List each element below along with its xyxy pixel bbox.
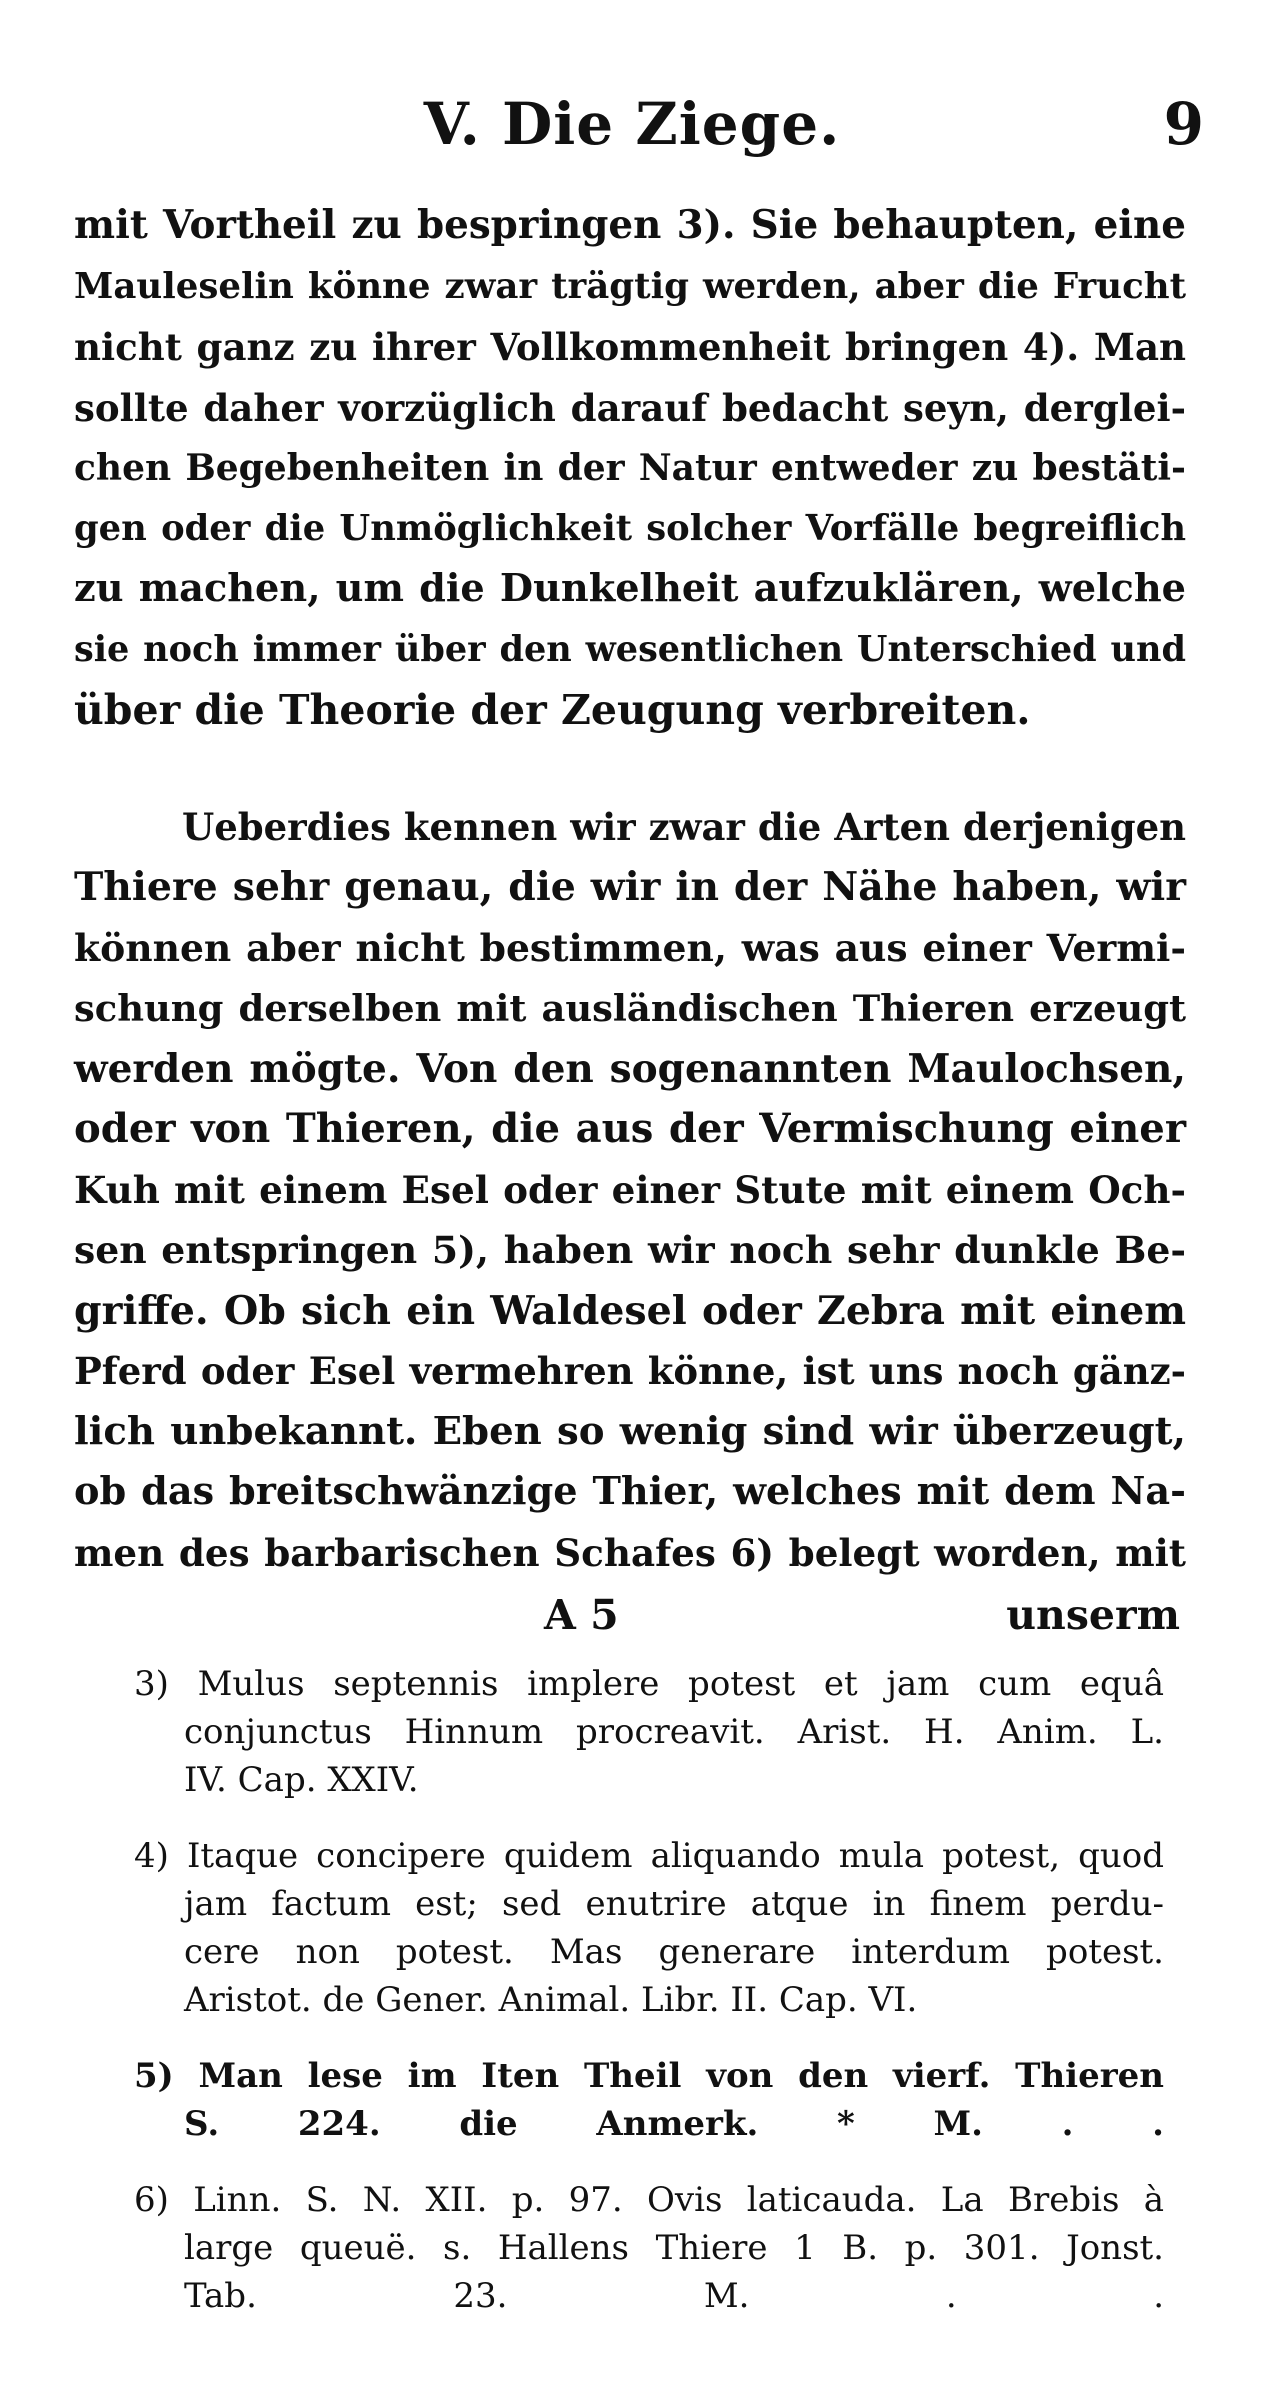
footnote-line: conjunctus Hinnum procreavit. Arist. H. Anim. L. [184, 1712, 1164, 1752]
text-line: nicht ganz zu ihrer Vollkommenheit bringen 4). Man [74, 325, 1186, 369]
footnote-4 [134, 1832, 1164, 2024]
footnote-3 [134, 1660, 1164, 1804]
text-line: ob das breitschwänzige Thier, welches mit dem Na- [74, 1469, 1186, 1514]
footnote-5 [134, 2052, 1164, 2148]
text-line: Ueberdies kennen wir zwar die Arten derjenigen [182, 804, 1186, 849]
chapter-title: V. Die Ziege. [423, 90, 841, 158]
footnote-line: 6) Linn. S. N. XII. p. 97. Ovis laticauda. La Brebis à [134, 2180, 1164, 2220]
paragraph-gap [74, 741, 1186, 797]
text-line: griffe. Ob sich ein Waldesel oder Zebra mit einem [74, 1287, 1186, 1334]
text-line: werden mögte. Von den sogenannten Maulochsen, [74, 1045, 1186, 1092]
page-foot-line [74, 1583, 1186, 1647]
footnotes [134, 1660, 1164, 2348]
text-line: zu machen, um die Dunkelheit aufzuklären, welche [74, 566, 1186, 611]
page-number: 9 [1163, 90, 1204, 158]
text-line: mit Vortheil zu bespringen 3). Sie behaupten, eine [74, 203, 1186, 248]
catchword: unserm [1006, 1591, 1180, 1639]
footnote-6 [134, 2176, 1164, 2320]
text-line: Mauleselin könne zwar trägtig werden, aber die Frucht [74, 265, 1186, 307]
text-line: sollte daher vorzüglich darauf bedacht seyn, derglei- [74, 385, 1186, 430]
text-line: chen Begebenheiten in der Natur entweder zu bestäti- [74, 447, 1186, 489]
footnote-line: jam factum est; sed enutrire atque in finem perdu- [184, 1884, 1164, 1924]
text-line: schung derselben mit ausländischen Thieren erzeugt [74, 986, 1186, 1030]
footnote-line: S. 224. die Anmerk. * M. . . [184, 2104, 1164, 2144]
main-text [74, 196, 1186, 1647]
footnote-line: 4) Itaque concipere quidem aliquando mula potest, quod [134, 1836, 1164, 1876]
paragraph-1 [74, 196, 1186, 741]
text-line: können aber nicht bestimmen, was aus einer Vermi- [74, 925, 1186, 970]
text-line: sie noch immer über den wesentlichen Unterschied und [74, 628, 1186, 670]
paragraph-2 [74, 797, 1186, 1584]
footnote-line: IV. Cap. XXIV. [184, 1760, 419, 1800]
printer-signature: A 5 [544, 1591, 619, 1639]
running-head [0, 90, 1264, 170]
text-line: Pferd oder Esel vermehren könne, ist uns noch gänz- [74, 1349, 1186, 1393]
text-line: men des barbarischen Schafes 6) belegt worden, mit [74, 1530, 1186, 1575]
footnote-line: large queuë. s. Hallens Thiere 1 B. p. 301. Jonst. [184, 2228, 1164, 2268]
footnote-line: Aristot. de Gener. Animal. Libr. II. Cap. VI. [184, 1980, 918, 2020]
text-line: Thiere sehr genau, die wir in der Nähe haben, wir [74, 864, 1186, 910]
text-line: gen oder die Unmöglichkeit solcher Vorfälle begreiflich [74, 507, 1186, 549]
footnote-line: cere non potest. Mas generare interdum potest. [184, 1932, 1164, 1972]
text-line: lich unbekannt. Eben so wenig sind wir überzeugt, [74, 1408, 1186, 1454]
footnote-line: 5) Man lese im Iten Theil von den vierf. Thieren [134, 2056, 1164, 2096]
text-line: oder von Thieren, die aus der Vermischung einer [74, 1105, 1186, 1152]
footnote-line: Tab. 23. M. . . [184, 2276, 1164, 2316]
footnote-line: 3) Mulus septennis implere potest et jam cum equâ [134, 1664, 1164, 1704]
text-line: sen entspringen 5), haben wir noch sehr dunkle Be- [74, 1228, 1186, 1272]
text-line: über die Theorie der Zeugung verbreiten. [74, 686, 1031, 734]
text-line: Kuh mit einem Esel oder einer Stute mit einem Och- [74, 1167, 1186, 1212]
